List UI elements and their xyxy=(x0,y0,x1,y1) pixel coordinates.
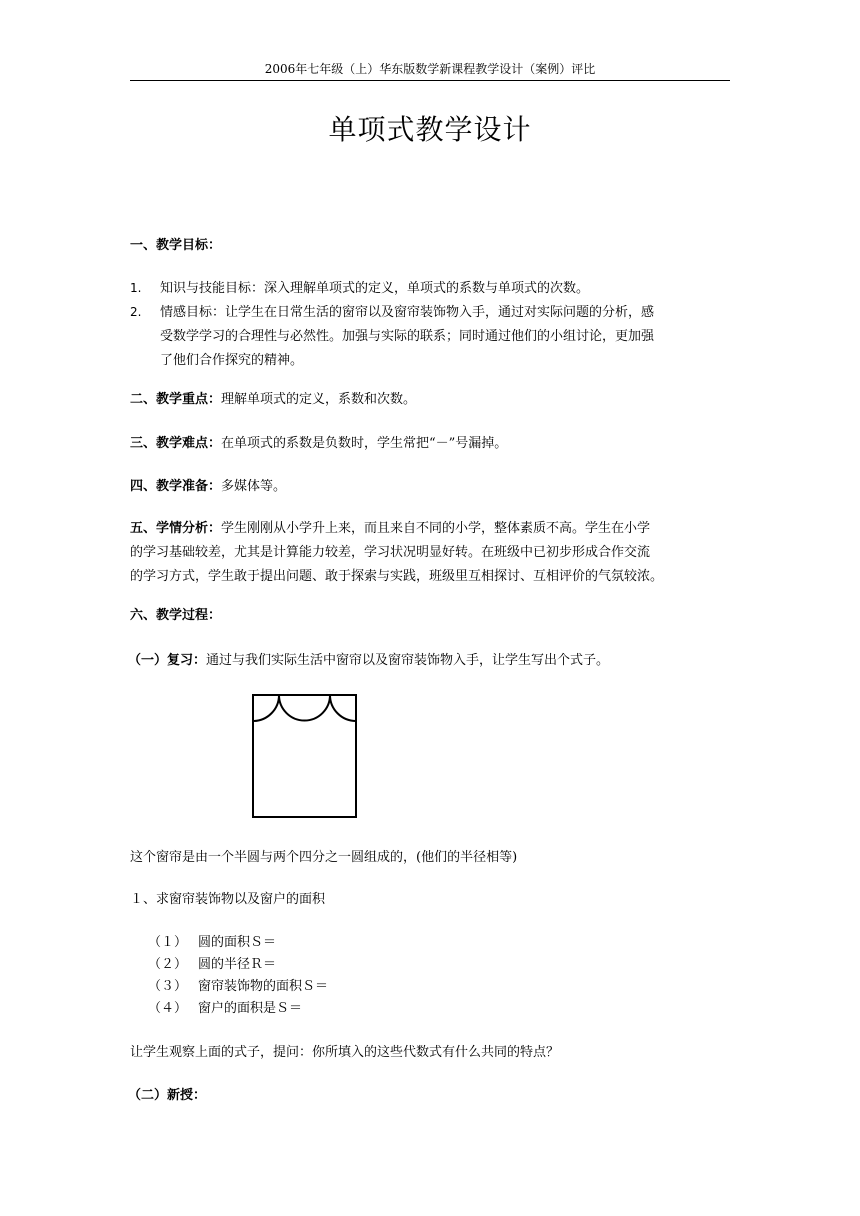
goal-2-line-1: 情感目标：让学生在日常生活的窗帘以及窗帘装饰物入手，通过对实际问题的分析，感 xyxy=(160,305,655,320)
question-1: １、求窗帘装饰物以及窗户的面积 xyxy=(130,892,326,907)
curtain-window-figure xyxy=(248,690,360,824)
header-rule xyxy=(130,80,730,81)
new-lesson-heading: （二）新授： xyxy=(128,1088,207,1103)
preparation-text: 多媒体等。 xyxy=(221,479,287,494)
list-item xyxy=(148,955,276,975)
goal-2-line-2: 受数学学习的合理性与必然性。加强与实际的联系；同时通过他们的小组讨论，更加强 xyxy=(160,329,655,344)
key-points-label: 二、教学重点： xyxy=(130,392,222,407)
section-student-analysis xyxy=(130,519,730,587)
goal-2-number: 2. xyxy=(130,305,142,319)
list-item xyxy=(148,977,328,997)
right-quarter-circle xyxy=(330,695,356,721)
item-1-number: （１） xyxy=(148,935,188,950)
item-2-number: （２） xyxy=(148,957,188,972)
review-text: 通过与我们实际生活中窗帘以及窗帘装饰物入手，让学生写出个式子。 xyxy=(206,653,610,668)
page-title: 单项式教学设计 xyxy=(328,113,532,146)
item-1-text: 圆的面积Ｓ＝ xyxy=(198,935,277,950)
section-objectives-heading: 一、教学目标： xyxy=(130,238,222,253)
review-paragraph xyxy=(128,651,728,671)
student-analysis-label: 五、学情分析： xyxy=(130,521,222,536)
review-label: （一）复习： xyxy=(128,653,207,668)
item-4-number: （４） xyxy=(148,1001,188,1016)
item-3-number: （３） xyxy=(148,979,188,994)
student-analysis-line-2: 的学习基础较差，尤其是计算能力较差，学习状况明显好转。在班级中已初步形成合作交流 xyxy=(130,545,651,560)
goal-1 xyxy=(130,278,730,299)
figure-caption: 这个窗帘是由一个半圆与两个四分之一圆组成的，(他们的半径相等) xyxy=(130,850,518,865)
difficulties-label: 三、教学难点： xyxy=(130,436,222,451)
goal-1-text: 知识与技能目标：深入理解单项式的定义，单项式的系数与单项式的次数。 xyxy=(160,281,590,296)
section-preparation xyxy=(130,477,730,497)
middle-semicircle xyxy=(279,695,330,721)
page-header: 2006年七年级（上）华东版数学新课程教学设计（案例）评比 xyxy=(264,62,596,76)
section-key-points xyxy=(130,390,730,410)
observe-prompt: 让学生观察上面的式子，提问：你所填入的这些代数式有什么共同的特点？ xyxy=(130,1045,560,1060)
window-frame xyxy=(253,695,356,817)
left-quarter-circle xyxy=(253,695,279,721)
student-analysis-line-3: 的学习方式，学生敢于提出问题、敢于探索与实践，班级里互相探讨、互相评价的气氛较浓。 xyxy=(130,569,664,584)
list-item xyxy=(148,933,276,953)
goal-2-line-3: 了他们合作探究的精神。 xyxy=(160,353,304,368)
item-2-text: 圆的半径Ｒ＝ xyxy=(198,957,277,972)
list-item xyxy=(148,999,302,1019)
key-points-text: 理解单项式的定义，系数和次数。 xyxy=(221,392,417,407)
item-3-text: 窗帘装饰物的面积Ｓ＝ xyxy=(198,979,329,994)
student-analysis-line-1: 学生刚刚从小学升上来，而且来自不同的小学，整体素质不高。学生在小学 xyxy=(221,521,651,536)
difficulties-text: 在单项式的系数是负数时，学生常把“－”号漏掉。 xyxy=(221,436,508,451)
goal-2 xyxy=(130,302,730,371)
goal-1-number: 1. xyxy=(130,281,142,295)
preparation-label: 四、教学准备： xyxy=(130,479,222,494)
section-difficulties xyxy=(130,434,730,454)
section-process-heading: 六、教学过程： xyxy=(130,608,222,623)
item-4-text: 窗户的面积是Ｓ＝ xyxy=(198,1001,303,1016)
